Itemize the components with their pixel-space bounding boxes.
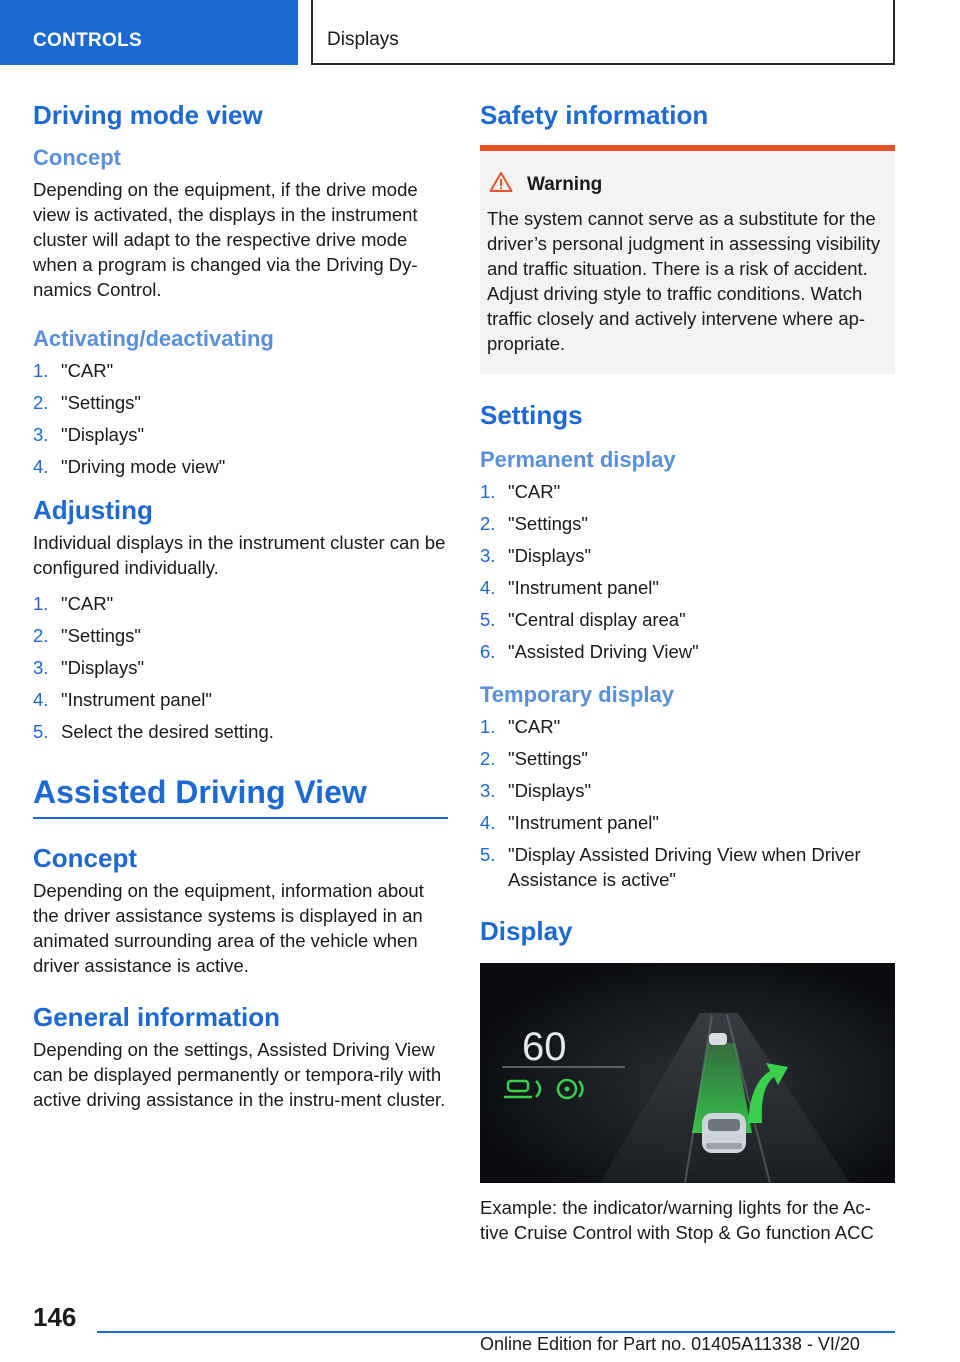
list-item: 4. "Instrument panel" [480, 812, 659, 833]
figure-caption: Example: the indicator/warning lights for the Ac-tive Cruise Control with Stop & Go function ACC [480, 1197, 874, 1243]
list-item: 3. "Displays" [480, 780, 592, 801]
list-item: 1. "CAR" [33, 593, 114, 614]
list-item: 3. "Displays" [33, 657, 145, 678]
heading-assisted-driving-view: Assisted Driving View [33, 774, 367, 810]
subheading-activating: Activating/deactivating [33, 326, 274, 351]
adv-concept-paragraph: Depending on the equipment, information about the driver assistance systems is displayed in an animated surrounding area of the vehicle when driver assistance is active. [33, 880, 424, 976]
list-item: 2. "Settings" [33, 392, 141, 413]
instrument-cluster-illustration [480, 963, 895, 1183]
general-info-paragraph: Depending on the settings, Assisted Driving View can be displayed permanently or tempora-rily with active driving assistance in the instru-ment cluster. [33, 1039, 446, 1110]
left-column [33, 100, 448, 1112]
heading-driving-mode-view: Driving mode view [33, 100, 263, 130]
list-item: 3. "Displays" [480, 545, 592, 566]
list-item: 5. Select the desired setting. [33, 721, 274, 742]
heading-display: Display [480, 916, 573, 946]
list-item: 5. "Display Assisted Driving View when Driver Assistance is active" [480, 844, 861, 890]
footer-edition: Online Edition for Part no. 01405A11338 - VI/20 [480, 1334, 860, 1354]
heading-settings: Settings [480, 400, 583, 430]
heading-safety-information: Safety information [480, 100, 709, 130]
heading-adjusting: Adjusting [33, 495, 153, 525]
adjusting-paragraph: Individual displays in the instrument cluster can be configured individually. [33, 532, 446, 578]
heading-assisted-driving-view-wrap [33, 774, 448, 819]
list-item: 3. "Displays" [33, 424, 145, 445]
list-item: 2. "Settings" [33, 625, 141, 646]
footer-divider [97, 1331, 895, 1333]
list-item: 4. "Instrument panel" [480, 577, 659, 598]
header-section-tab: CONTROLS [0, 0, 298, 65]
page-number: 146 [33, 1302, 77, 1332]
header-chapter-title: Displays [311, 0, 895, 65]
list-item: 2. "Settings" [480, 513, 588, 534]
list-item: 1. "CAR" [480, 481, 561, 502]
assisted-driving-view-image [480, 963, 895, 1183]
list-item: 5. "Central display area" [480, 609, 686, 630]
subheading-concept: Concept [33, 145, 121, 170]
warning-triangle-icon [487, 171, 527, 199]
list-item: 1. "CAR" [480, 716, 561, 737]
list-item: 4. "Driving mode view" [33, 456, 226, 477]
permanent-steps-list [480, 479, 895, 664]
list-item: 1. "CAR" [33, 360, 114, 381]
activating-steps-list [33, 358, 448, 479]
heading-concept: Concept [33, 843, 137, 873]
warning-label: Warning [527, 174, 603, 195]
subheading-temporary-display: Temporary display [480, 682, 674, 707]
warning-text: The system cannot serve as a substitute for the driver’s personal judgment in assessing visibility and traffic situation. There is a risk of accident. Adjust driving style to traffic conditions. Watch traffic closely and actively intervene where ap-propriate. [487, 208, 881, 354]
warning-box [480, 145, 895, 374]
adjusting-steps-list [33, 591, 448, 744]
right-column [480, 100, 895, 1245]
warning-header [487, 171, 889, 199]
concept-paragraph: Depending on the equipment, if the drive mode view is activated, the displays in the instrument cluster will adapt to the respective drive mode when a program is changed via the Driving Dy-namics Control. [33, 179, 418, 300]
list-item: 6. "Assisted Driving View" [480, 641, 699, 662]
speed-readout: 60 [522, 1025, 567, 1069]
temporary-steps-list [480, 714, 895, 892]
list-item: 4. "Instrument panel" [33, 689, 212, 710]
subheading-permanent-display: Permanent display [480, 447, 676, 472]
list-item: 2. "Settings" [480, 748, 588, 769]
heading-general-information: General information [33, 1002, 281, 1032]
